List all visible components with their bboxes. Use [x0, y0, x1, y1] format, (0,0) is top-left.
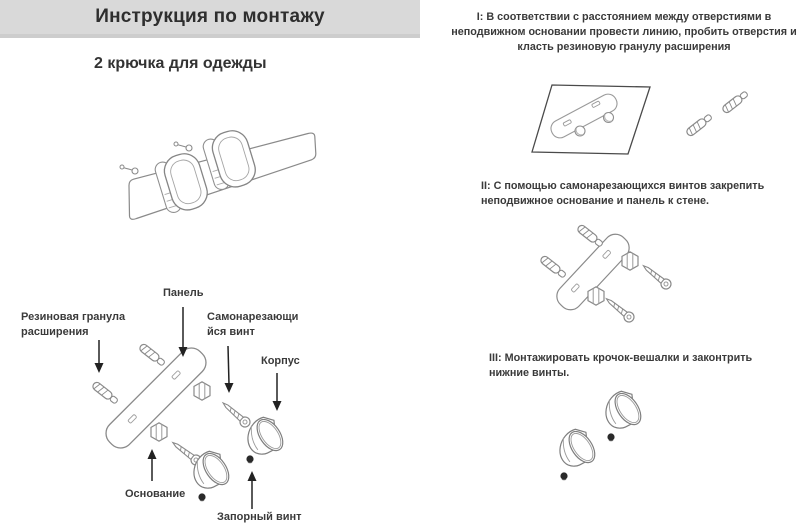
base-part [151, 423, 167, 441]
rubber-plug-part [91, 381, 119, 405]
wall-part [532, 85, 650, 154]
rubber-plug-part [685, 113, 713, 137]
label-self-tapping-screw [207, 310, 298, 339]
label-hook-body: Корпус [261, 355, 300, 367]
assembled-hooks-drawing [110, 122, 330, 234]
lock-screw-part [246, 455, 253, 463]
title-band [0, 0, 420, 38]
label-panel: Панель [163, 287, 204, 299]
label-self-tapping-screw-line2: йся винт [207, 325, 255, 338]
step-1-text: I: В соответствии с расстоянием между отверстиями в неподвижном основании провести линию, пробить отверстия и класть резиновую гранулу расширения [451, 11, 797, 54]
label-self-tapping-screw-line1: Самонарезающи [207, 311, 299, 323]
base-part [588, 287, 604, 305]
label-base: Основание [125, 488, 186, 500]
step-1-drawing [520, 78, 755, 170]
wall-pin-part [174, 142, 192, 151]
label-rubber-plug: Резиновая гранула расширения [21, 311, 126, 338]
rubber-plug-part [539, 255, 567, 279]
step-2-drawing [535, 222, 675, 322]
base-part [622, 252, 638, 270]
rubber-plug-part [138, 343, 166, 367]
self-tapping-screw-part [640, 262, 673, 291]
lock-screw-part [560, 472, 567, 480]
lock-screw-part [607, 433, 614, 441]
step-2-text: II: С помощью самонарезающихся винтов закрепить неподвижное основание и панель к стене. [481, 180, 765, 208]
rubber-plug-part [721, 90, 749, 114]
base-part [194, 382, 210, 400]
page-title: Инструкция по монтажу [95, 6, 325, 27]
hook-body-part [245, 413, 289, 458]
hook-body-part [603, 387, 647, 432]
hook-body-part [191, 447, 235, 492]
hook-body-part [557, 425, 601, 470]
self-tapping-screw-part [603, 295, 636, 324]
step-3-text: III: Монтажировать крочок-вешалки и законтрить нижние винты. [489, 352, 753, 380]
self-tapping-screw-part [220, 399, 252, 429]
step-3-drawing [545, 385, 660, 485]
product-subtitle: 2 крючка для одежды [94, 55, 267, 72]
rubber-plug-part [576, 224, 604, 248]
wall-pin-part [120, 165, 138, 174]
lock-screw-part [198, 493, 205, 501]
label-lock-screw: Запорный винт [217, 511, 302, 523]
